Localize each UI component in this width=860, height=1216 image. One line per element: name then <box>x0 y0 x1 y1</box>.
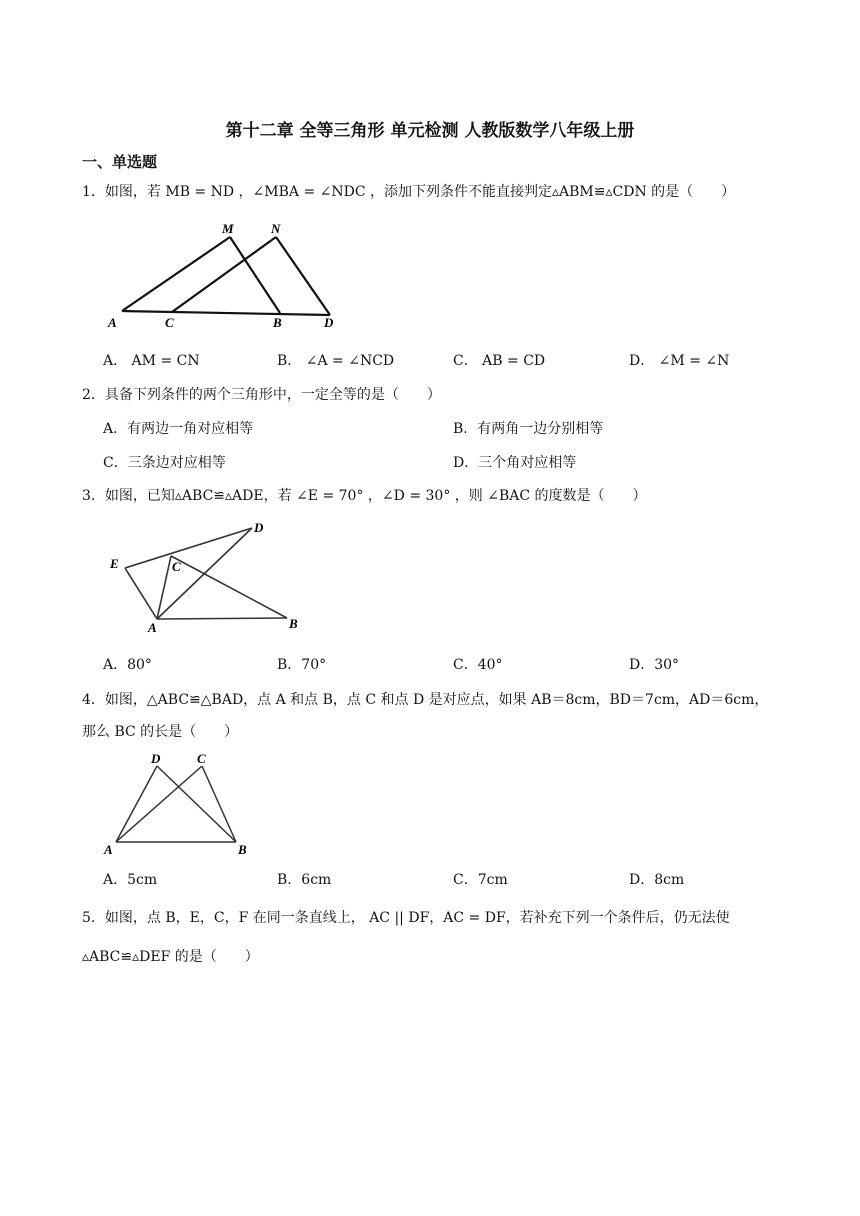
q3-segment-ea <box>125 568 157 619</box>
q1-option-c[interactable]: C． AB = CD <box>453 353 546 369</box>
q1-figure-lines <box>122 237 330 315</box>
q1-label-b: B <box>273 315 282 330</box>
q4-option-d[interactable]: D．8cm <box>629 872 685 888</box>
section-heading: 一、单选题 <box>82 153 158 171</box>
q1-option-d[interactable]: D． ∠M = ∠N <box>629 353 730 369</box>
q3-option-b[interactable]: B．70° <box>277 657 327 673</box>
q1-segment-am <box>122 237 230 311</box>
question-1-figure <box>100 215 350 335</box>
q4-label-a: A <box>104 842 113 857</box>
q4-option-b[interactable]: B．6cm <box>277 872 332 888</box>
q1-segment-mb <box>230 237 280 313</box>
q1-label-d: D <box>324 315 334 330</box>
q2-option-a[interactable]: A．有两边一角对应相等 <box>103 421 254 437</box>
q3-label-c: C <box>172 559 181 574</box>
q3-figure-lines <box>125 528 287 619</box>
question-4-stem-line1: 4．如图，△ABC≌△BAD，点 A 和点 B，点 C 和点 D 是对应点，如果 AB＝8cm，BD＝7cm，AD＝6cm， <box>82 692 769 708</box>
q3-label-e: E <box>110 556 119 571</box>
q4-option-c[interactable]: C．7cm <box>453 872 508 888</box>
q3-option-c[interactable]: C．40° <box>453 657 503 673</box>
q1-label-m: M <box>222 221 234 236</box>
question-2-stem: 2．具备下列条件的两个三角形中，一定全等的是（ ） <box>82 387 441 403</box>
q4-segment-db <box>157 766 236 842</box>
q1-option-a[interactable]: A． AM = CN <box>103 353 200 369</box>
q1-segment-nd <box>276 237 330 315</box>
q4-segment-ad <box>116 766 157 842</box>
q4-label-d: D <box>151 751 161 766</box>
q4-segment-cb <box>202 766 236 842</box>
question-1-stem: 1．如图，若 MB = ND ，∠MBA = ∠NDC ，添加下列条件不能直接判定▵ABM≌▵CDN 的是（ ） <box>82 184 736 200</box>
q1-label-c: C <box>165 315 174 330</box>
q1-label-a: A <box>108 315 117 330</box>
q3-segment-ed <box>125 528 252 568</box>
q2-option-b[interactable]: B．有两角一边分别相等 <box>453 421 604 437</box>
q3-label-b: B <box>289 616 298 631</box>
q3-label-d: D <box>254 520 264 535</box>
q3-option-d[interactable]: D．30° <box>629 657 680 673</box>
question-4-stem-line2: 那么 BC 的长是（ ） <box>82 724 239 740</box>
q1-label-n: N <box>271 221 281 236</box>
question-3-stem: 3．如图，已知▵ABC≌▵ADE，若 ∠E = 70° ，∠D = 30° ，则 ∠BAC 的度数是（ ） <box>82 488 647 504</box>
question-3-figure <box>100 516 310 636</box>
q3-option-a[interactable]: A．80° <box>103 657 152 673</box>
q4-segment-ac <box>116 766 202 842</box>
q1-base-line <box>122 311 330 315</box>
q4-figure-lines <box>116 766 236 842</box>
q3-segment-cb <box>171 556 287 618</box>
question-5-stem-line1: 5．如图，点 B，E，C，F 在同一条直线上， AC || DF，AC = DF，若补充下列一个条件后，仍无法使 <box>82 910 730 926</box>
q4-label-b: B <box>238 842 247 857</box>
q1-option-b[interactable]: B． ∠A = ∠NCD <box>277 353 395 369</box>
page-title: 第十二章 全等三角形 单元检测 人教版数学八年级上册 <box>225 121 635 141</box>
q2-option-d[interactable]: D．三个角对应相等 <box>453 455 577 471</box>
q1-segment-cn <box>172 237 276 312</box>
q3-segment-ac <box>157 556 171 619</box>
question-4-figure <box>100 748 260 858</box>
q2-option-c[interactable]: C．三条边对应相等 <box>103 455 226 471</box>
q3-label-a: A <box>148 620 157 635</box>
q3-segment-ab <box>157 618 287 619</box>
q4-option-a[interactable]: A．5cm <box>103 872 158 888</box>
question-5-stem-line2: ▵ABC≌▵DEF 的是（ ） <box>82 949 259 965</box>
q4-label-c: C <box>197 751 206 766</box>
